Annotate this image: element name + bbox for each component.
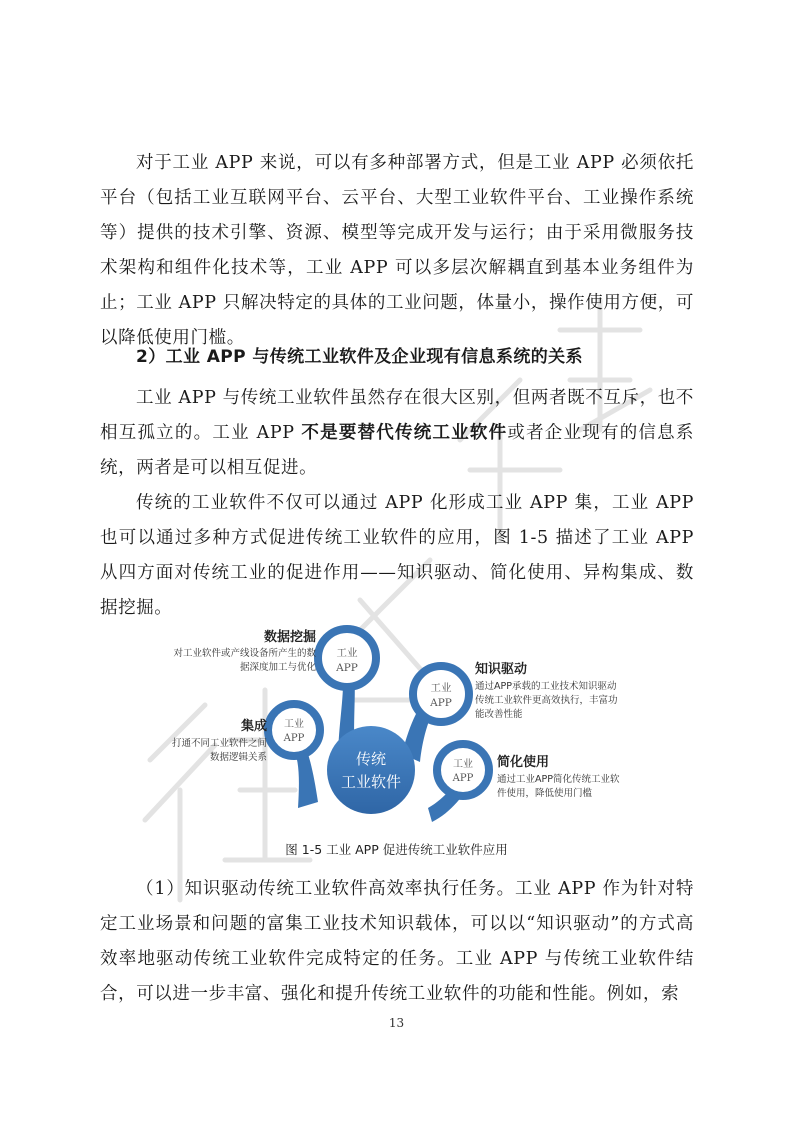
label-desc: 通过工业APP简化传统工业软 xyxy=(497,774,620,785)
node-simplify xyxy=(437,744,489,796)
paragraph-relationship-end: 或者企业现有的信息系统，两者是可以相互促进。 xyxy=(100,423,694,478)
label-knowledge xyxy=(475,661,618,720)
center-label-line2: 工业软件 xyxy=(340,773,402,791)
figure-caption: 图 1-5 工业 APP 促进传统工业软件应用 xyxy=(285,842,508,857)
center-node xyxy=(327,726,415,814)
paragraph-relationship xyxy=(100,381,694,486)
label-desc: 打通不同工业软件之间 xyxy=(171,738,267,749)
label-desc: 据深度加工与优化 xyxy=(239,662,316,673)
paragraph-relationship-start: 工业 APP 与传统工业软件虽然存在很大区别，但两者既不互斥，也不相互孤立的。工业 APP xyxy=(100,388,694,443)
node-label-line1: 工业 xyxy=(336,647,358,659)
label-desc: 件使用，降低使用门槛 xyxy=(497,788,593,799)
node-knowledge xyxy=(413,666,469,722)
label-title: 知识驱动 xyxy=(475,662,528,677)
node-data-mining xyxy=(318,629,376,687)
emphasis-text: 不是要替代传统工业软件 xyxy=(301,423,508,443)
label-desc: 传统工业软件更高效执行，丰富功 xyxy=(475,695,618,706)
label-integration xyxy=(172,718,268,763)
figure-diagram xyxy=(0,612,793,852)
label-title: 集成 xyxy=(240,719,267,734)
node-label-line2: APP xyxy=(283,733,305,744)
label-desc: 通过APP承载的工业技术知识驱动 xyxy=(475,681,617,692)
paragraph-knowledge-driven: （1）知识驱动传统工业软件高效率执行任务。工业 APP 作为针对特定工业场景和问题的富集工业技术知识载体，可以以“知识驱动”的方式高效率地驱动传统工业软件完成特定的任务。工业 APP 与传统工业软件结合，可以进一步丰富、强化和提升传统工业软件的功能和性能。例如，索 xyxy=(100,879,694,1004)
paragraph-deployment: 对于工业 APP 来说，可以有多种部署方式，但是工业 APP 必须依托平台（包括工业互联网平台、云平台、大型工业软件平台、工业操作系统等）提供的技术引擎、资源、模型等完成开发与运行；由于采用微服务技术架构和组件化技术等，工业 APP 可以多层次解耦直到基本业务组件为止；工业 APP 只解决特定的具体的工业问题，体量小，操作使用方便，可以降低使用门槛。 xyxy=(100,153,694,348)
node-integration xyxy=(268,704,320,756)
center-label-line1: 传统 xyxy=(355,750,387,768)
page-number: 13 xyxy=(388,1016,405,1030)
node-label-line1: 工业 xyxy=(430,682,452,694)
section-heading: 2）工业 APP 与传统工业软件及企业现有信息系统的关系 xyxy=(136,347,583,367)
node-label-line2: APP xyxy=(430,697,452,709)
node-label-line1: 工业 xyxy=(284,719,304,730)
label-desc: 能改善性能 xyxy=(475,709,523,720)
node-label-line2: APP xyxy=(336,662,358,674)
label-title: 简化使用 xyxy=(497,755,550,770)
label-desc: 对工业软件或产线设备所产生的数 xyxy=(173,648,316,659)
label-simplify xyxy=(497,754,620,799)
label-title: 数据挖掘 xyxy=(263,630,316,645)
label-desc: 数据逻辑关系 xyxy=(209,752,267,763)
paragraph-promotion: 传统的工业软件不仅可以通过 APP 化形成工业 APP 集，工业 APP 也可以通过多种方式促进传统工业软件的应用，图 1-5 描述了工业 APP 从四方面对传统工业的促进作用——知识驱动、简化使用、异构集成、数据挖掘。 xyxy=(100,493,694,618)
node-label-line1: 工业 xyxy=(453,759,473,770)
label-data-mining xyxy=(173,629,316,673)
node-label-line2: APP xyxy=(452,773,474,784)
